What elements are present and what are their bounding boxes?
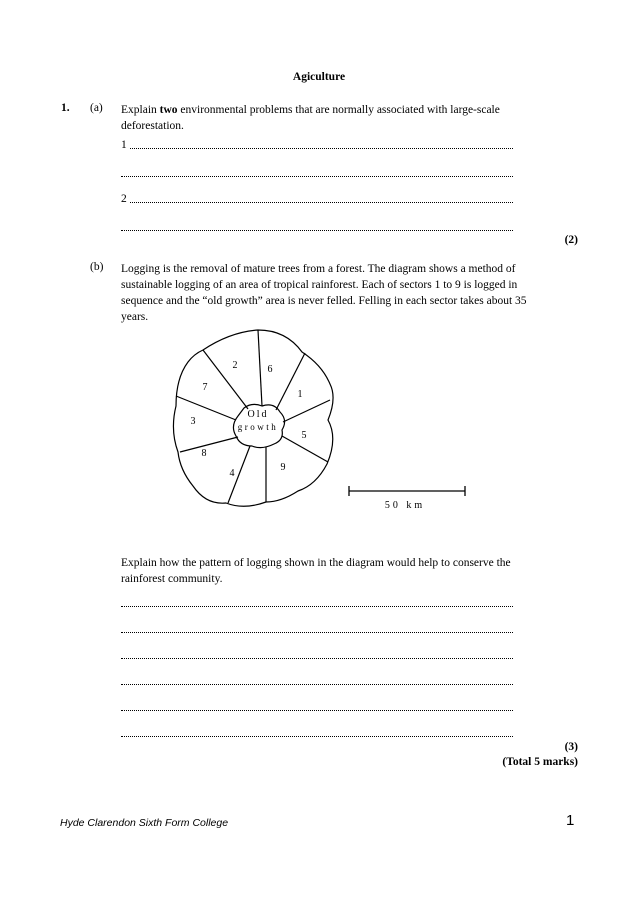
answer-number-2: 2 bbox=[121, 193, 127, 205]
answer-line-b3[interactable] bbox=[121, 648, 513, 659]
part-a-text-before: Explain bbox=[121, 104, 160, 116]
part-b-intro: Logging is the removal of mature trees from a forest. The diagram shows a method of sustainable logging of an area of tropical rainforest. Each of sectors 1 to 9 is logged in sequence and the “old growth” area is never felled. Felling in each sector takes about 35 years. bbox=[121, 263, 527, 323]
answer-line-b1[interactable] bbox=[121, 596, 513, 607]
sector-label-4: 4 bbox=[229, 468, 235, 479]
answer-line-b2[interactable] bbox=[121, 622, 513, 633]
old-growth-label-line1: Old bbox=[247, 409, 269, 420]
sector-label-3: 3 bbox=[190, 416, 196, 427]
divider-4 bbox=[283, 400, 330, 422]
answer-line-b6[interactable] bbox=[121, 726, 513, 737]
sector-label-7: 7 bbox=[202, 382, 208, 393]
part-b-marks: (3) bbox=[564, 741, 578, 753]
part-a-label: (a) bbox=[90, 102, 103, 114]
total-marks: (Total 5 marks) bbox=[502, 756, 578, 768]
divider-2 bbox=[258, 330, 262, 406]
part-b-label: (b) bbox=[90, 261, 104, 273]
divider-3 bbox=[276, 353, 305, 410]
question-number: 1. bbox=[61, 102, 70, 114]
part-a-text-bold: two bbox=[159, 104, 178, 116]
part-a-text-after: environmental problems that are normally associated with large-scale deforestation. bbox=[121, 104, 500, 132]
part-a-marks: (2) bbox=[564, 234, 578, 246]
divider-9 bbox=[176, 396, 236, 420]
sector-label-6: 6 bbox=[267, 364, 273, 375]
page-number: 1 bbox=[566, 812, 575, 829]
scale-label: 50 km bbox=[384, 500, 426, 511]
answer-number-1: 1 bbox=[121, 139, 127, 151]
part-b-prompt: Explain how the pattern of logging shown in the diagram would help to conserve the rainforest community. bbox=[121, 557, 511, 585]
page-title: Agiculture bbox=[292, 71, 346, 83]
answer-line-b4[interactable] bbox=[121, 674, 513, 685]
sector-label-2: 2 bbox=[232, 360, 238, 371]
divider-1 bbox=[203, 350, 248, 409]
sector-label-8: 8 bbox=[201, 448, 207, 459]
old-growth-label-line2: growth bbox=[237, 422, 279, 432]
sector-label-5: 5 bbox=[301, 430, 307, 441]
footer-institution: Hyde Clarendon Sixth Form College bbox=[60, 817, 229, 829]
sector-label-9: 9 bbox=[280, 462, 286, 473]
sector-label-1: 1 bbox=[297, 389, 303, 400]
answer-line-b5[interactable] bbox=[121, 700, 513, 711]
divider-8 bbox=[180, 437, 238, 452]
